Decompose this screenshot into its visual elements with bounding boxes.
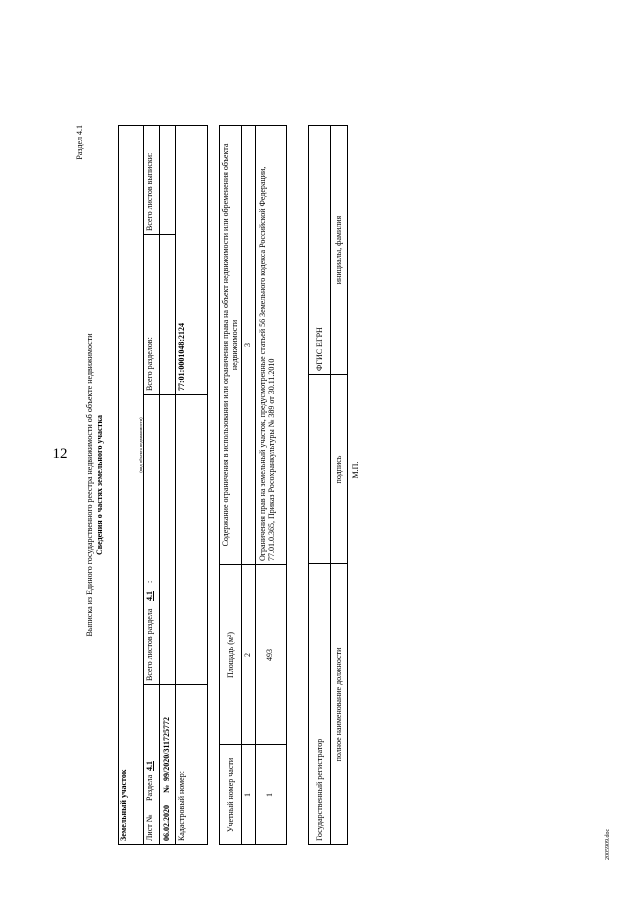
cadastral-number-label: Кадастровый номер: xyxy=(177,771,186,841)
total-sheets-suffix: : xyxy=(145,580,154,583)
record-number: 99/2020/311725772 xyxy=(162,716,171,781)
section-value: 4.1 xyxy=(145,761,154,771)
cell-restriction: Ограничения прав на земельный участок, предусмотренные статьей 56 Земельного кодекса Российской Федерации, 77.01.0.365, Приказ Росохранкультуры № 389 от 30.11.2010 xyxy=(258,166,276,561)
total-statement-sheets-label: Всего листов выписки: xyxy=(145,152,154,231)
signature-caption: подпись xyxy=(334,455,343,484)
column-header-restriction: Содержание ограничения в использовании или ограничения права на объект недвижимости или обременения объекта недвижимости xyxy=(221,143,239,547)
statement-title: Выписка из Единого государственного реестра недвижимости об объекте недвижимости xyxy=(85,333,94,637)
position-caption: полное наименование должности xyxy=(334,647,343,762)
column-header-part-number: Учетный номер части xyxy=(226,757,235,833)
sheet-number-label: Лист № xyxy=(145,814,154,841)
column-number-2: 2 xyxy=(243,653,252,657)
file-id: 2005909.doc xyxy=(605,828,611,860)
statement-date: 06.02.2020 xyxy=(162,805,171,841)
column-number-1: 1 xyxy=(243,793,252,797)
section-label: Раздел 4.1 xyxy=(75,125,84,160)
statement-sheet xyxy=(75,125,375,845)
fgis-label: ФГИС ЕГРН xyxy=(315,327,324,371)
number-sign: № xyxy=(162,784,171,793)
total-sections-label: Всего разделов: xyxy=(145,337,154,391)
cell-area: 493 xyxy=(265,649,274,661)
registrar-label: Государственный регистратор xyxy=(315,738,324,841)
total-sheets-label: Всего листов раздела xyxy=(145,608,154,681)
page-number: 12 xyxy=(52,446,68,462)
initials-caption: инициалы, фамилия xyxy=(334,215,343,285)
object-type: Земельный участок xyxy=(119,769,128,841)
stamp-label: М.П. xyxy=(351,461,360,479)
column-header-area: Площадь (м²) xyxy=(226,632,235,678)
cell-part-number: 1 xyxy=(265,793,274,797)
object-type-caption: (вид объекта недвижимости) xyxy=(138,417,143,473)
total-sheets-value: 4.1 xyxy=(145,591,154,601)
cadastral-number-value: 77:01:0001048:2124 xyxy=(177,323,186,391)
section-name-label: Раздела xyxy=(145,774,154,801)
column-number-3: 3 xyxy=(243,343,252,347)
statement-subtitle: Сведения о частях земельного участка xyxy=(95,415,104,555)
